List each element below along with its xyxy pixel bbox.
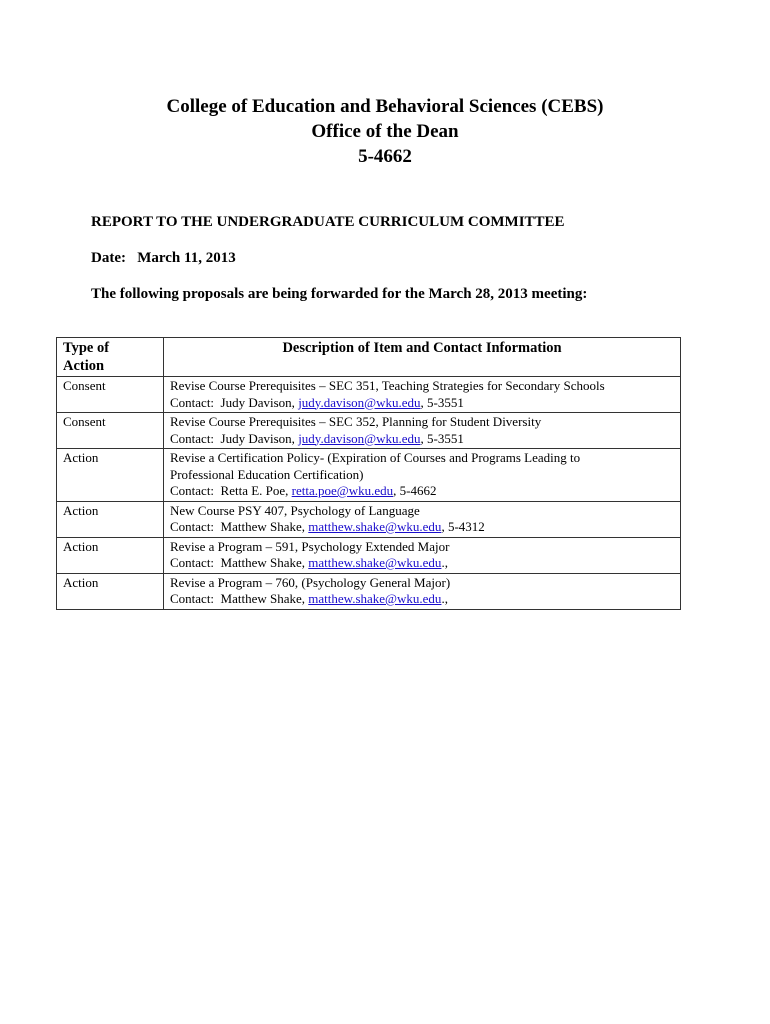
contact-phone: , 5-3551 xyxy=(420,394,464,410)
document-header xyxy=(0,94,770,169)
action-type-cell: Action xyxy=(57,573,164,609)
contact-name: Contact: Matthew Shake, xyxy=(170,591,309,606)
table-row xyxy=(57,501,681,537)
contact-line xyxy=(170,591,674,608)
contact-phone: ., xyxy=(441,555,448,570)
contact-name: Contact: Matthew Shake, xyxy=(170,555,309,570)
action-type-cell: Consent xyxy=(57,413,164,449)
contact-line xyxy=(170,483,674,500)
description-cell xyxy=(164,573,681,609)
description-cell xyxy=(164,377,681,413)
table-header-row xyxy=(57,338,681,377)
contact-phone: , 5-3551 xyxy=(420,430,464,446)
contact-line xyxy=(170,555,674,572)
table-row xyxy=(57,537,681,573)
description-cell xyxy=(164,413,681,449)
contact-name: Contact: Judy Davison, xyxy=(170,430,299,446)
contact-phone: ., xyxy=(441,591,448,606)
contact-phone: , 5-4312 xyxy=(441,519,485,534)
table-row xyxy=(57,573,681,609)
contact-email-link[interactable]: judy.davison@wku.edu xyxy=(298,394,421,410)
contact-name: Contact: Retta E. Poe, xyxy=(170,483,292,498)
contact-line xyxy=(170,395,674,412)
contact-email-link[interactable]: matthew.shake@wku.edu xyxy=(308,519,442,534)
contact-line xyxy=(170,431,674,448)
report-intro: The following proposals are being forwarded for the March 28, 2013 meeting: xyxy=(91,286,588,302)
description-cell xyxy=(164,537,681,573)
table-row xyxy=(57,449,681,502)
contact-email-link[interactable]: matthew.shake@wku.edu xyxy=(308,591,442,606)
contact-phone: , 5-4662 xyxy=(393,483,437,498)
action-type-cell: Action xyxy=(57,449,164,502)
contact-line xyxy=(170,519,674,536)
description-cell xyxy=(164,501,681,537)
description-header: Description of Item and Contact Information xyxy=(164,338,681,377)
contact-name: Contact: Judy Davison, xyxy=(170,394,299,410)
contact-name: Contact: Matthew Shake, xyxy=(170,519,309,534)
table-row xyxy=(57,413,681,449)
description-cell xyxy=(164,449,681,502)
item-description: New Course PSY 407, Psychology of Language xyxy=(170,502,420,518)
item-description: Revise a Certification Policy- (Expiration of Courses and Programs Leading to xyxy=(170,450,581,465)
date-label: Date: xyxy=(91,250,126,266)
office-name: Office of the Dean xyxy=(311,121,459,142)
proposals-table xyxy=(56,337,681,610)
date-value: March 11, 2013 xyxy=(137,250,236,266)
college-name: College of Education and Behavioral Sciences (CEBS) xyxy=(166,96,604,117)
report-title: REPORT TO THE UNDERGRADUATE CURRICULUM COMMITTEE xyxy=(91,214,565,230)
item-description: Revise a Program – 760, (Psychology General Major) xyxy=(170,574,451,590)
item-description: Professional Education Certification) xyxy=(170,466,364,482)
report-date xyxy=(91,249,236,267)
action-type-cell: Consent xyxy=(57,377,164,413)
item-description: Revise Course Prerequisites – SEC 351, Teaching Strategies for Secondary Schools xyxy=(170,378,605,393)
action-type-cell: Action xyxy=(57,537,164,573)
contact-email-link[interactable]: judy.davison@wku.edu xyxy=(298,430,421,446)
contact-email-link[interactable]: retta.poe@wku.edu xyxy=(291,483,394,498)
table-row xyxy=(57,377,681,413)
office-phone: 5-4662 xyxy=(358,146,412,167)
item-description: Revise a Program – 591, Psychology Extended Major xyxy=(170,538,450,554)
action-type-cell: Action xyxy=(57,501,164,537)
type-of-action-header: Type of Action xyxy=(57,338,164,377)
contact-email-link[interactable]: matthew.shake@wku.edu xyxy=(308,555,442,570)
item-description: Revise Course Prerequisites – SEC 352, Planning for Student Diversity xyxy=(170,414,542,429)
